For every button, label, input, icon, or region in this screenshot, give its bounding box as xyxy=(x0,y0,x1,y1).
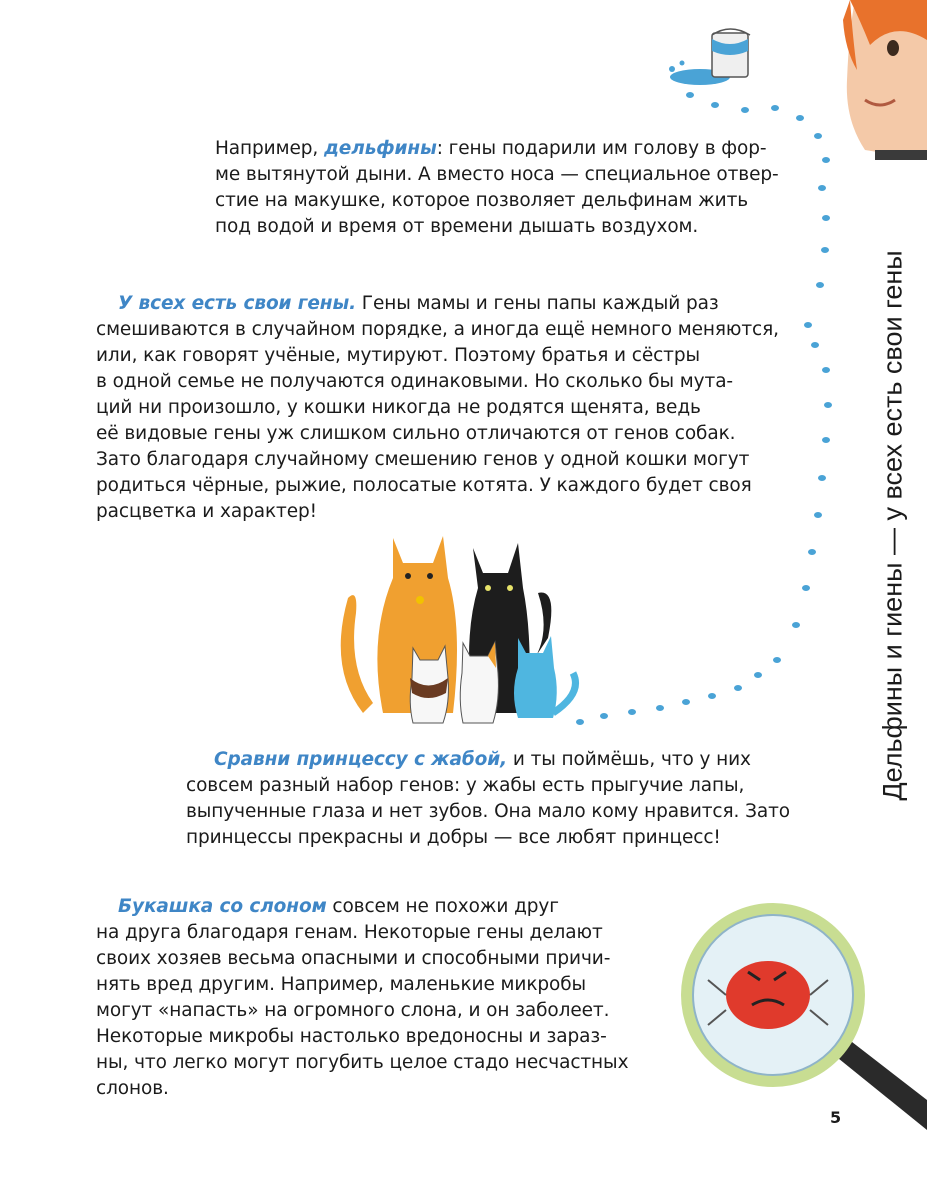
keyword-bug-elephant: Букашка со слоном xyxy=(118,896,327,917)
paragraph-line: выпученные глаза и нет зубов. Она мало кому нравится. Зато xyxy=(186,801,790,822)
paragraph-line: нять вред другим. Например, маленькие микробы xyxy=(96,974,587,995)
page-number: 5 xyxy=(830,1108,842,1127)
chapter-side-title: Дельфины и гиены — у всех есть свои гены xyxy=(877,250,908,801)
paragraph-line: стие на макушке, которое позволяет дельфинам жить xyxy=(215,190,749,211)
magnifier-microbe-illustration xyxy=(668,900,927,1140)
paragraph-line: под водой и время от времени дышать воздухом. xyxy=(215,216,699,237)
paragraph-line: Гены мамы и гены папы каждый раз xyxy=(356,293,719,314)
paragraph-line: ны, что легко могут погубить целое стадо несчастных xyxy=(96,1052,629,1073)
paragraph-line: совсем не похожи друг xyxy=(326,896,559,917)
paragraph-line: Некоторые микробы настолько вредоносны и зараз- xyxy=(96,1026,607,1047)
paragraph-line: Зато благодаря случайному смешению генов у одной кошки могут xyxy=(96,449,750,470)
keyword-everyone-has-genes: У всех есть свои гены. xyxy=(118,293,357,314)
paragraph-text: Например, xyxy=(215,138,324,159)
paragraph-line: принцессы прекрасны и добры — все любят принцесс! xyxy=(186,827,721,848)
paragraph-line: или, как говорят учёные, мутируют. Поэтому братья и сёстры xyxy=(96,345,700,366)
paragraph-line: могут «напасть» на огромного слона, и он заболеет. xyxy=(96,1000,610,1021)
paragraph-line: своих хозяев весьма опасными и способными причи- xyxy=(96,948,611,969)
paragraph-line: расцветка и характер! xyxy=(96,501,317,522)
paragraph-line: : гены подарили им голову в фор- xyxy=(436,138,767,159)
paragraph-dolphins xyxy=(215,136,779,240)
paragraph-line: смешиваются в случайном порядке, а иногда ещё немного меняются, xyxy=(96,319,779,340)
paragraph-bug xyxy=(96,894,628,1102)
paragraph-princess xyxy=(186,747,790,851)
paragraph-line: на друга благодаря генам. Некоторые гены делают xyxy=(96,922,603,943)
paragraph-line: в одной семье не получаются одинаковыми. Но сколько бы мута- xyxy=(96,371,734,392)
paragraph-line: ме вытянутой дыни. А вместо носа — специальное отвер- xyxy=(215,164,779,185)
paragraph-line: ций ни произошло, у кошки никогда не родятся щенята, ведь xyxy=(96,397,701,418)
keyword-princess-frog: Сравни принцессу с жабой, xyxy=(214,749,508,770)
paragraph-line: родиться чёрные, рыжие, полосатые котята. У каждого будет своя xyxy=(96,475,752,496)
paragraph-line: и ты поймёшь, что у них xyxy=(507,749,751,770)
cats-illustration xyxy=(338,518,583,730)
paragraph-line: слонов. xyxy=(96,1078,169,1099)
paragraph-line: её видовые гены уж слишком сильно отличаются от генов собак. xyxy=(96,423,736,444)
paragraph-genes xyxy=(96,291,779,525)
keyword-dolphins: дельфины xyxy=(323,138,437,159)
paragraph-line: совсем разный набор генов: у жабы есть прыгучие лапы, xyxy=(186,775,745,796)
